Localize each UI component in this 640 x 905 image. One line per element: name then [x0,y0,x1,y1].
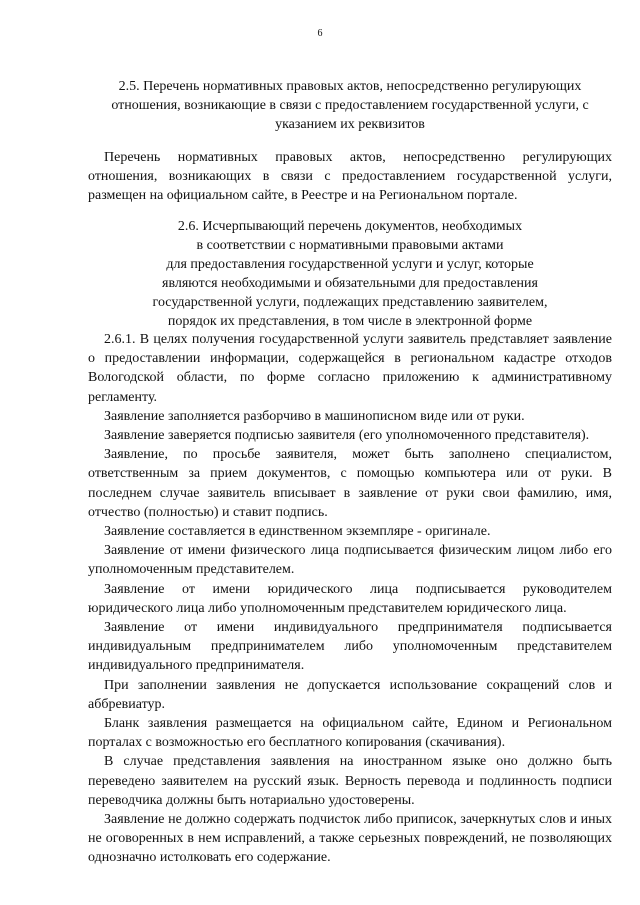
heading-line: отношения, возникающие в связи с предоставлением государственной услуги, с [111,98,589,113]
section-2-6-heading [88,217,612,331]
paragraph: Заявление от имени индивидуального предпринимателя подписывается индивидуальным предпринимателем либо уполномоченным представителем индивидуального предпринимателя. [88,620,612,674]
paragraph: Заявление не должно содержать подчисток либо приписок, зачеркнутых слов и иных не оговоренных в нем исправлений, а также серьезных повреждений, не позволяющих однозначно истолковать его содержание. [88,812,612,866]
paragraph: Заявление заверяется подписью заявителя (его уполномоченного представителя). [104,428,590,444]
section-2-5-paragraph: Перечень нормативных правовых актов, непосредственно регулирующих отношения, возникающих в связи с предоставлением государственной услуги, размещен на официальном сайте, в Реестре и на Региональном портале. [88,150,612,203]
heading-line: для предоставления государственной услуги и услуг, которые [166,257,534,272]
paragraph: В случае представления заявления на иностранном языке оно должно быть переведено заявителем на русский язык. Верность перевода и подлинность подписи переводчика должны быть нотариально удостоверены. [88,754,612,808]
heading-line: в соответствии с нормативными правовыми актами [196,238,504,253]
heading-line: 2.6. Исчерпывающий перечень документов, необходимых [177,219,523,234]
section-2-5-heading [88,77,612,134]
section-2-6-body [88,330,612,868]
heading-line: порядок их представления, в том числе в электронной форме [167,314,533,329]
page-number: 6 [317,28,323,39]
paragraph: Заявление от имени физического лица подписывается физическим лицом либо его уполномоченным представителем. [88,543,612,578]
paragraph: 2.6.1. В целях получения государственной услуги заявитель представляет заявление о предоставлении информации, содержащейся в региональном кадастре отходов Вологодской области, по форме согласно приложению к административному регламенту. [88,332,612,405]
paragraph: Заявление заполняется разборчиво в машинописном виде или от руки. [104,408,525,424]
paragraph: Заявление составляется в единственном экземпляре - оригинале. [104,524,491,540]
heading-line: являются необходимыми и обязательными для предоставления [162,276,538,291]
paragraph: Бланк заявления размещается на официальном сайте, Едином и Региональном порталах с возможностью его бесплатного копирования (скачивания). [88,716,612,751]
heading-line: государственной услуги, подлежащих представлению заявителем, [152,295,548,310]
paragraph: Заявление от имени юридического лица подписывается руководителем юридического лица либо уполномоченным представителем юридического лица. [88,581,612,616]
heading-line: указанием их реквизитов [275,117,425,132]
paragraph: При заполнении заявления не допускается использование сокращений слов и аббревиатур. [88,677,612,712]
paragraph: Заявление, по просьбе заявителя, может быть заполнено специалистом, ответственным за прием документов, с помощью компьютера или от руки. В последнем случае заявитель вписывает в заявление от руки свои фамилию, имя, отчество (полностью) и ставит подпись. [88,447,612,520]
heading-line: 2.5. Перечень нормативных правовых актов, непосредственно регулирующих [118,79,582,94]
